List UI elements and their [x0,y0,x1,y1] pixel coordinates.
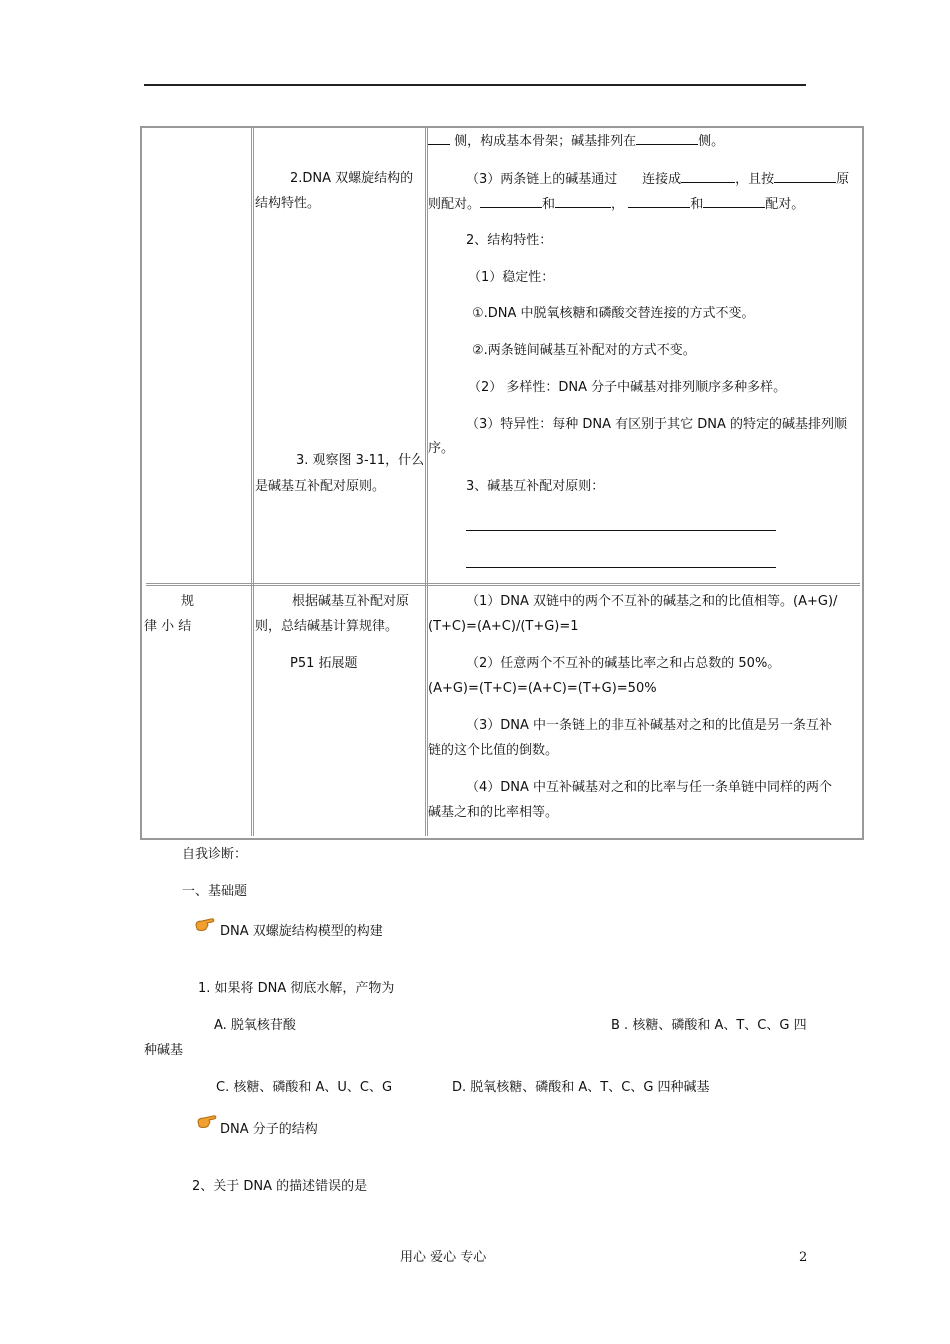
rule-text: （4）DNA 中互补碱基对之和的比率与任一条单链中同样的两个 [466,780,833,795]
page-number: 2 [799,1250,808,1265]
footer-motto: 用心 爱心 专心 [400,1250,487,1265]
question-text: 1. 如果将 DNA 彻底水解，产物为 [198,981,395,996]
table-cell-text: 2、结构特性： [466,233,553,248]
table-cell-text: ①.DNA 中脱氧核糖和磷酸交替连接的方式不变。 [472,306,755,321]
rule-text: （3）DNA 中一条链上的非互补碱基对之和的比值是另一条互补 [466,718,833,733]
pointing-hand-icon [197,1113,219,1129]
table-cell-text: （3）特异性：每种 DNA 有区别于其它 DNA 的特定的碱基排列顺 [466,417,848,432]
rule-text: 链的这个比值的倒数。 [428,743,559,758]
topic-heading: DNA 双螺旋结构模型的构建 [220,924,383,939]
rule-text: （2）任意两个不互补的碱基比率之和占总数的 50%。 [466,656,781,671]
rule-text: (A+G)=(T+C)=(A+C)=(T+G)=50% [428,681,657,696]
option-d: D. 脱氧核糖、磷酸和 A、T、C、G 四种碱基 [452,1080,710,1095]
table-cell-text: 则，总结碱基计算规律。 [255,619,399,634]
table-cell-text: 结构特性。 [255,196,321,211]
topic-heading: DNA 分子的结构 [220,1122,318,1137]
table-cell-line: （3）两条链上的碱基通过 连接成 ，且按 原 [466,172,850,187]
table-col-divider [251,128,254,836]
table-col-divider [425,128,428,836]
answer-blank-line [466,530,776,531]
table-cell-line: 则配对。 和 ， 和 配对。 [428,197,805,212]
table-cell-text: 律 小 结 [144,619,192,634]
section-heading: 一、基础题 [182,884,248,899]
rule-text: 碱基之和的比率相等。 [428,805,559,820]
table-row-divider [146,583,860,586]
table-cell-text: 2.DNA 双螺旋结构的 [290,171,414,186]
rule-text: （1）DNA 双链中的两个不互补的碱基之和的比值相等。(A+G)/ [466,594,838,609]
table-cell-text: （1）稳定性： [468,270,555,285]
table-cell-text: 是碱基互补配对原则。 [255,479,386,494]
table-cell-text: ②.两条链间碱基互补配对的方式不变。 [472,343,696,358]
rule-text: (T+C)=(A+C)/(T+G)=1 [428,619,579,634]
table-cell-text: 根据碱基互补配对原 [292,594,410,609]
table-cell-text: P51 拓展题 [290,656,358,671]
option-b: B . 核糖、磷酸和 A、T、C、G 四 [611,1018,807,1033]
option-a: A. 脱氧核苷酸 [214,1018,296,1033]
option-c: C. 核糖、磷酸和 A、U、C、G [216,1080,393,1095]
question-text: 2、关于 DNA 的描述错误的是 [192,1179,368,1194]
table-cell-text: 3. 观察图 3-11，什么 [296,453,425,468]
table-cell-text: 序。 [428,441,455,456]
header-rule [144,84,806,86]
table-cell-line: 侧，构成基本骨架；碱基排列在 侧。 [428,132,724,151]
option-b-cont: 种碱基 [144,1043,184,1058]
table-cell-text: 3、碱基互补配对原则： [466,479,605,494]
section-heading: 自我诊断： [182,847,248,862]
table-cell-text: 规 [181,594,195,609]
table-cell-text: （2） 多样性：DNA 分子中碱基对排列顺序多种多样。 [468,380,787,395]
pointing-hand-icon [195,916,217,932]
answer-blank-line [466,567,776,568]
